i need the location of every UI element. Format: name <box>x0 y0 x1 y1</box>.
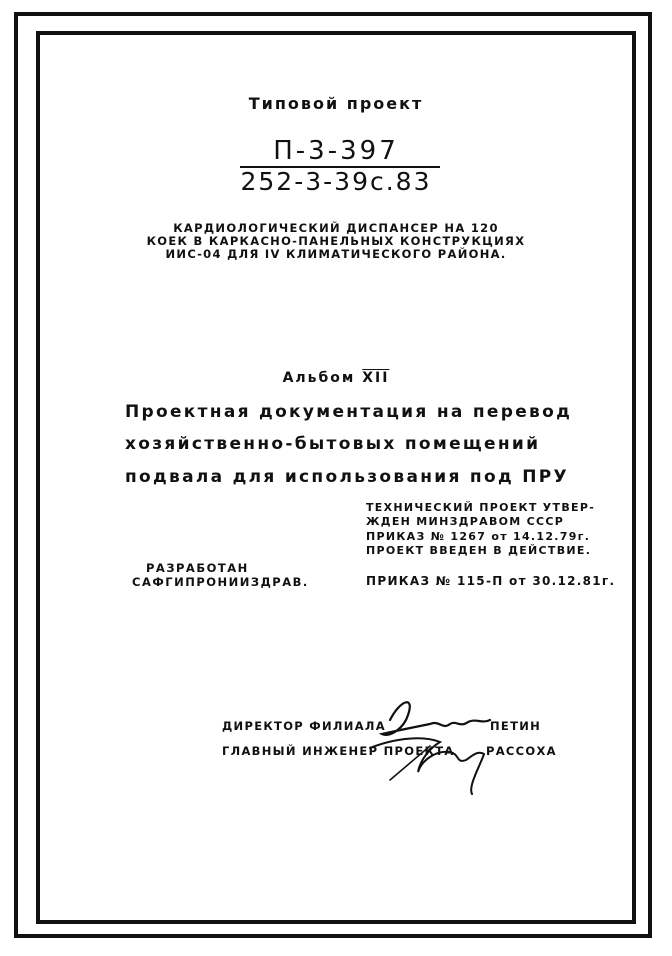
approval-line-2: ЖДЕН МИНЗДРАВОМ СССР <box>366 515 565 528</box>
director-name: ПЕТИН <box>490 719 542 733</box>
approval-line-5: ПРИКАЗ № 115-П от 30.12.81г. <box>366 574 616 588</box>
document-title-line-3: подвала для использования под ПРУ <box>125 467 569 487</box>
description-line-1: КАРДИОЛОГИЧЕСКИЙ ДИСПАНСЕР НА 120 <box>173 221 499 235</box>
document-title-line-1: Проектная документация на перевод <box>125 402 573 422</box>
document-title-line-2: хозяйственно-бытовых помещений <box>125 434 541 454</box>
album-number: $\overline{XII}$ <box>362 370 390 386</box>
description-line-2: КОЕК В КАРКАСНО-ПАНЕЛЬНЫХ КОНСТРУКЦИЯХ <box>146 234 526 248</box>
developer-label: РАЗРАБОТАН <box>146 561 249 575</box>
director-role: ДИРЕКТОР ФИЛИАЛА <box>222 719 386 733</box>
description-line-3: ИИС-04 ДЛЯ IV КЛИМАТИЧЕСКОГО РАЙОНА. <box>165 247 507 261</box>
approval-line-3: ПРИКАЗ № 1267 от 14.12.79г. <box>366 530 591 543</box>
project-code-bottom: 252-3-39с.83 <box>240 167 432 196</box>
album-label: Альбом <box>282 370 356 386</box>
album-heading <box>0 370 672 386</box>
engineer-role: ГЛАВНЫЙ ИНЖЕНЕР ПРОЕКТА <box>222 744 455 758</box>
engineer-name: РАССОХА <box>486 744 557 758</box>
handwritten-signatures-image <box>360 690 510 800</box>
project-code-top: П-3-397 <box>273 136 399 166</box>
approval-line-4: ПРОЕКТ ВВЕДЕН В ДЕЙСТВИЕ. <box>366 544 592 557</box>
approval-line-1: ТЕХНИЧЕСКИЙ ПРОЕКТ УТВЕР- <box>366 501 596 514</box>
project-type-heading: Типовой проект <box>248 94 424 113</box>
developer-organization: САФГИПРОНИИЗДРАВ. <box>132 575 309 589</box>
